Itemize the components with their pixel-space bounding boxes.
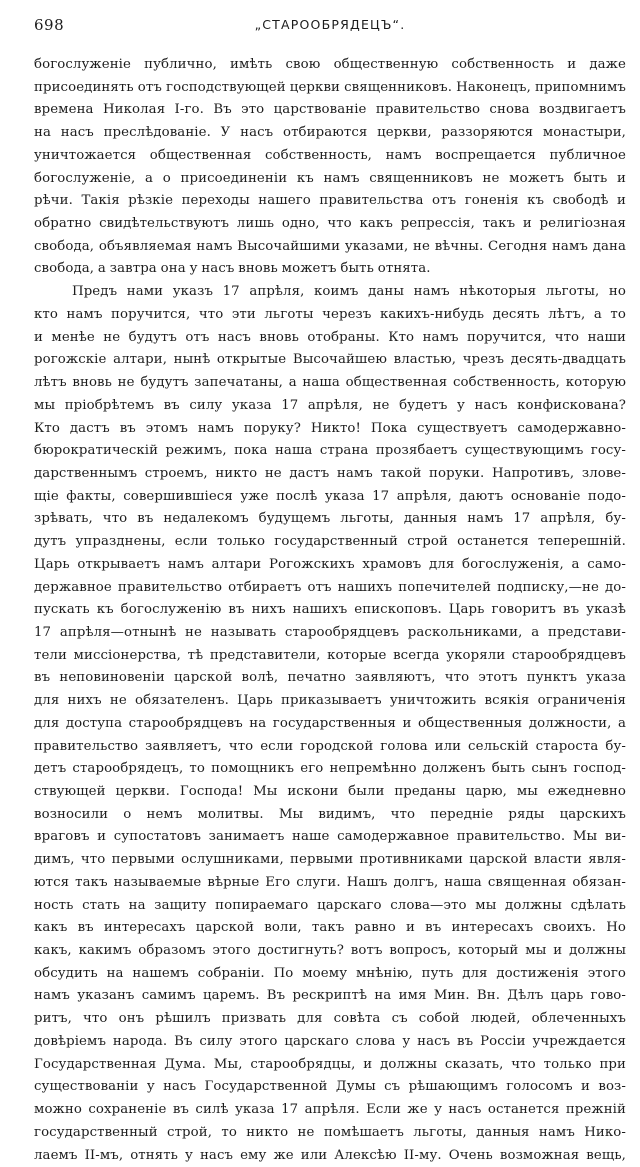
page-header (34, 16, 626, 38)
text-line: дарственнымъ строемъ, никто не дастъ намъ такой поруки. Напротивъ, злове- (34, 463, 626, 486)
text-line: правительство заявляетъ, что если городской голова или сельскій староста бу- (34, 736, 626, 759)
text-line: державное правительство отбираетъ отъ нашихъ попечителей подписку,—не до- (34, 577, 626, 600)
text-line: уничтожается общественная собственность, намъ воспрещается публичное (34, 145, 626, 168)
text-line: богослуженіе публично, имѣть свою общественную собственность и даже (34, 54, 626, 77)
text-line: какъ въ интересахъ царской воли, такъ равно и въ интересахъ своихъ. Но (34, 917, 626, 940)
text-line: тели миссіонерства, тѣ представители, которые всегда укоряли старообрядцевъ (34, 645, 626, 668)
text-line: ствующей церкви. Господа! Мы искони были преданы царю, мы ежедневно (34, 781, 626, 804)
text-line: враговъ и супостатовъ занимаетъ наше самодержавное правительство. Мы ви- (34, 826, 626, 849)
text-line: мы пріобрѣтемъ въ силу указа 17 апрѣля, не будетъ у насъ конфискована? (34, 395, 626, 418)
text-line: лаемъ II-мъ, отнять у насъ ему же или Алексѣю II-му. Очень возможная вещь, (34, 1145, 626, 1167)
text-line: 17 апрѣля—отнынѣ не называть старообрядцевъ раскольниками, а представи- (34, 622, 626, 645)
page-number: 698 (34, 16, 64, 34)
text-line: обсудить на нашемъ собраніи. По моему мнѣнію, путь для достиженія этого (34, 963, 626, 986)
text-line: довѣріемъ народа. Въ силу этого царскаго слова у насъ въ Россіи учреждается (34, 1031, 626, 1054)
text-line: рѣчи. Такія рѣзкіе переходы нашего правительства отъ гоненія къ свободѣ и (34, 190, 626, 213)
text-line: дутъ упразднены, если только государственный строй останется теперешній. (34, 531, 626, 554)
running-title: „СТАРООБРЯДЕЦЪ“. (34, 17, 626, 32)
text-line: для доступа старообрядцевъ на государственныя и общественныя должности, а (34, 713, 626, 736)
text-line: на насъ преслѣдованіе. У насъ отбираются церкви, раззоряются монастыри, (34, 122, 626, 145)
text-line: времена Николая I-го. Въ это царствованіе правительство снова воздвигаетъ (34, 99, 626, 122)
body-text (34, 54, 626, 1167)
text-line: детъ старообрядецъ, то помощникъ его непремѣнно долженъ быть сынъ господ- (34, 758, 626, 781)
text-line: государственный строй, то никто не помѣшаетъ льготы, данныя намъ Нико- (34, 1122, 626, 1145)
text-line: свобода, объявляемая намъ Высочайшими указами, не вѣчны. Сегодня намъ дана (34, 236, 626, 259)
text-line: лѣтъ вновь не будутъ запечатаны, а наша общественная собственность, которую (34, 372, 626, 395)
text-line: бюрократическій режимъ, пока наша страна прозябаетъ существующимъ госу- (34, 440, 626, 463)
text-line: ются такъ называемые вѣрные Его слуги. Нашъ долгъ, наша священная обязан- (34, 872, 626, 895)
text-line: рогожскіе алтари, нынѣ открытые Высочайшею властью, чрезъ десять-двадцать (34, 349, 626, 372)
text-line: ритъ, что онъ рѣшилъ призвать для совѣта съ собой людей, облеченныхъ (34, 1008, 626, 1031)
text-line: въ неповиновеніи царской волѣ, печатно заявляютъ, что этотъ пунктъ указа (34, 667, 626, 690)
text-line: намъ указанъ самимъ царемъ. Въ рескриптѣ на имя Мин. Вн. Дѣлъ царь гово- (34, 985, 626, 1008)
text-line: пускать къ богослуженію въ нихъ нашихъ епископовъ. Царь говоритъ въ указѣ (34, 599, 626, 622)
text-line: возносили о немъ молитвы. Мы видимъ, что передніе ряды царскихъ (34, 804, 626, 827)
text-line: кто намъ поручится, что эти льготы черезъ какихъ-нибудь десять лѣтъ, а то (34, 304, 626, 327)
text-line: ность стать на защиту попираемаго царскаго слова—это мы должны сдѣлать (34, 895, 626, 918)
text-line: и менѣе не будутъ отъ насъ вновь отобраны. Кто намъ поручится, что наши (34, 327, 626, 350)
text-line: Государственная Дума. Мы, старообрядцы, и должны сказать, что только при (34, 1054, 626, 1077)
text-line: богослуженіе, а о присоединеніи къ намъ священниковъ не можетъ быть и (34, 168, 626, 191)
text-line: зрѣвать, что въ недалекомъ будущемъ льготы, данныя намъ 17 апрѣля, бу- (34, 508, 626, 531)
text-line: Царь открываетъ намъ алтари Рогожскихъ храмовъ для богослуженія, а само- (34, 554, 626, 577)
text-line: присоединять отъ господствующей церкви священниковъ. Наконецъ, припомнимъ (34, 77, 626, 100)
text-line: можно сохраненіе въ силѣ указа 17 апрѣля. Если же у насъ останется прежній (34, 1099, 626, 1122)
text-line: димъ, что первыми ослушниками, первыми противниками царской власти явля- (34, 849, 626, 872)
text-line: существованіи у насъ Государственной Думы съ рѣшающимъ голосомъ и воз- (34, 1076, 626, 1099)
text-line: для нихъ не обязателенъ. Царь приказываетъ уничтожить всякія ограниченія (34, 690, 626, 713)
text-line: свобода, а завтра она у насъ вновь можетъ быть отнята. (34, 258, 626, 281)
text-line: какъ, какимъ образомъ этого достигнуть? вотъ вопросъ, который мы и должны (34, 940, 626, 963)
text-line: Предъ нами указъ 17 апрѣля, коимъ даны намъ нѣкоторыя льготы, но (34, 281, 626, 304)
text-line: щіе факты, совершившіеся уже послѣ указа 17 апрѣля, даютъ основаніе подо- (34, 486, 626, 509)
text-line: обратно свидѣтельствуютъ лишь одно, что какъ репрессія, такъ и религіозная (34, 213, 626, 236)
text-line: Кто дастъ въ этомъ намъ поруку? Никто! Пока существуетъ самодержавно- (34, 418, 626, 441)
